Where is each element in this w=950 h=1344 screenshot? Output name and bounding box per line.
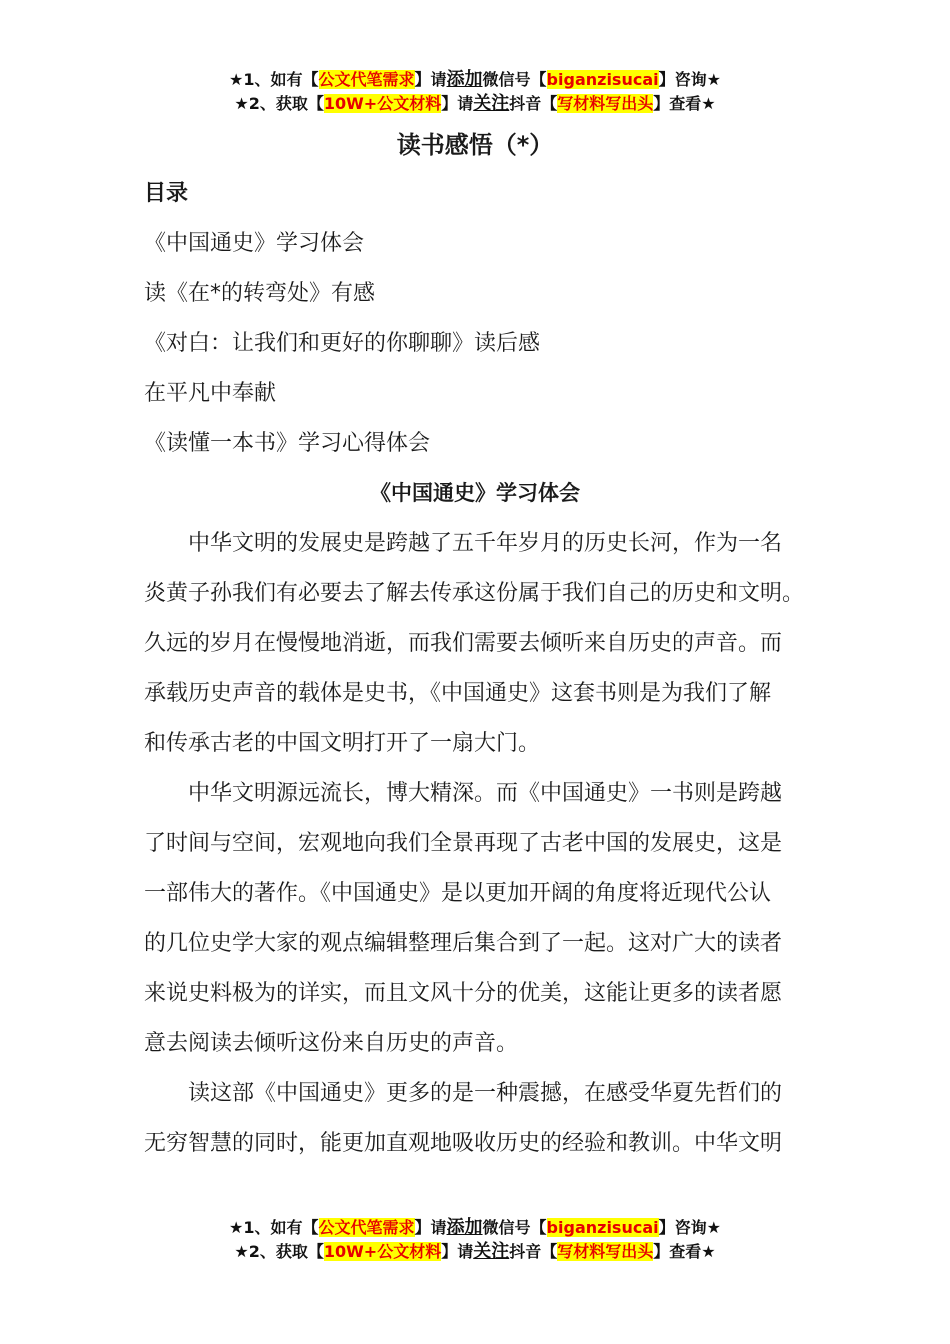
promo-wechat-id: biganzisucai [546,1218,659,1237]
paragraph [144,769,814,1069]
paragraph-line: 和传承古老的中国文明打开了一扇大门。 [144,731,541,756]
toc-item: 在平凡中奉献 [144,381,277,406]
promo-douyin-id: 写材料写出头 [557,94,654,113]
document-title: 读书感悟（*） [396,131,554,159]
paragraph-line: 久远的岁月在慢慢地消逝，而我们需要去倾听来自历史的声音。而 [144,631,783,656]
paragraph-line: 意去阅读去倾听这份来自历史的声音。 [144,1031,519,1056]
paragraph-line: 无穷智慧的同时，能更加直观地吸收历史的经验和教训。中华文明 [144,1131,783,1156]
promo-douyin-id: 写材料写出头 [557,1242,654,1261]
paragraph-line: 读这部《中国通史》更多的是一种震撼，在感受华夏先哲们的 [144,1081,783,1106]
paragraph-line: 中华文明源远流长，博大精深。而《中国通史》一书则是跨越 [144,781,783,806]
toc-heading: 目录 [144,181,189,206]
paragraph [144,1069,814,1169]
promo-highlight: 公文代笔需求 [318,70,415,89]
promo-wechat-id: biganzisucai [546,70,659,89]
paragraph [144,519,814,769]
promo-line-2: ★2、获取【10W+公文材料】请关注抖音【写材料写出头】查看★ [234,93,716,114]
paragraph-line: 来说史料极为的详实，而且文风十分的优美，这能让更多的读者愿 [144,981,783,1006]
promo-line-1: ★1、如有【公文代笔需求】请添加微信号【biganzisucai】咨询★ [229,69,721,90]
promo-highlight: 10W+公文材料 [323,94,442,113]
paragraph-line: 承载历史声音的载体是史书，《中国通史》这套书则是为我们了解 [144,681,772,706]
promo-line-1: ★1、如有【公文代笔需求】请添加微信号【biganzisucai】咨询★ [229,1217,721,1238]
paragraph-line: 炎黄子孙我们有必要去了解去传承这份属于我们自己的历史和文明。 [144,581,805,606]
toc-item: 《中国通史》学习体会 [144,231,365,256]
toc-item: 读《在*的转弯处》有感 [144,281,376,306]
promo-header [0,68,950,116]
paragraph-line: 中华文明的发展史是跨越了五千年岁月的历史长河，作为一名 [144,531,783,556]
promo-line-2: ★2、获取【10W+公文材料】请关注抖音【写材料写出头】查看★ [234,1241,716,1262]
toc-item: 《读懂一本书》学习心得体会 [144,431,431,456]
section-title: 《中国通史》学习体会 [370,481,580,505]
toc-item: 《对白：让我们和更好的你聊聊》读后感 [144,331,541,356]
promo-highlight: 10W+公文材料 [323,1242,442,1261]
paragraph-line: 的几位史学大家的观点编辑整理后集合到了一起。这对广大的读者 [144,931,783,956]
paragraph-line: 了时间与空间，宏观地向我们全景再现了古老中国的发展史，这是 [144,831,783,856]
promo-highlight: 公文代笔需求 [318,1218,415,1237]
promo-footer [0,1216,950,1264]
paragraph-line: 一部伟大的著作。《中国通史》是以更加开阔的角度将近现代公认 [144,881,772,906]
